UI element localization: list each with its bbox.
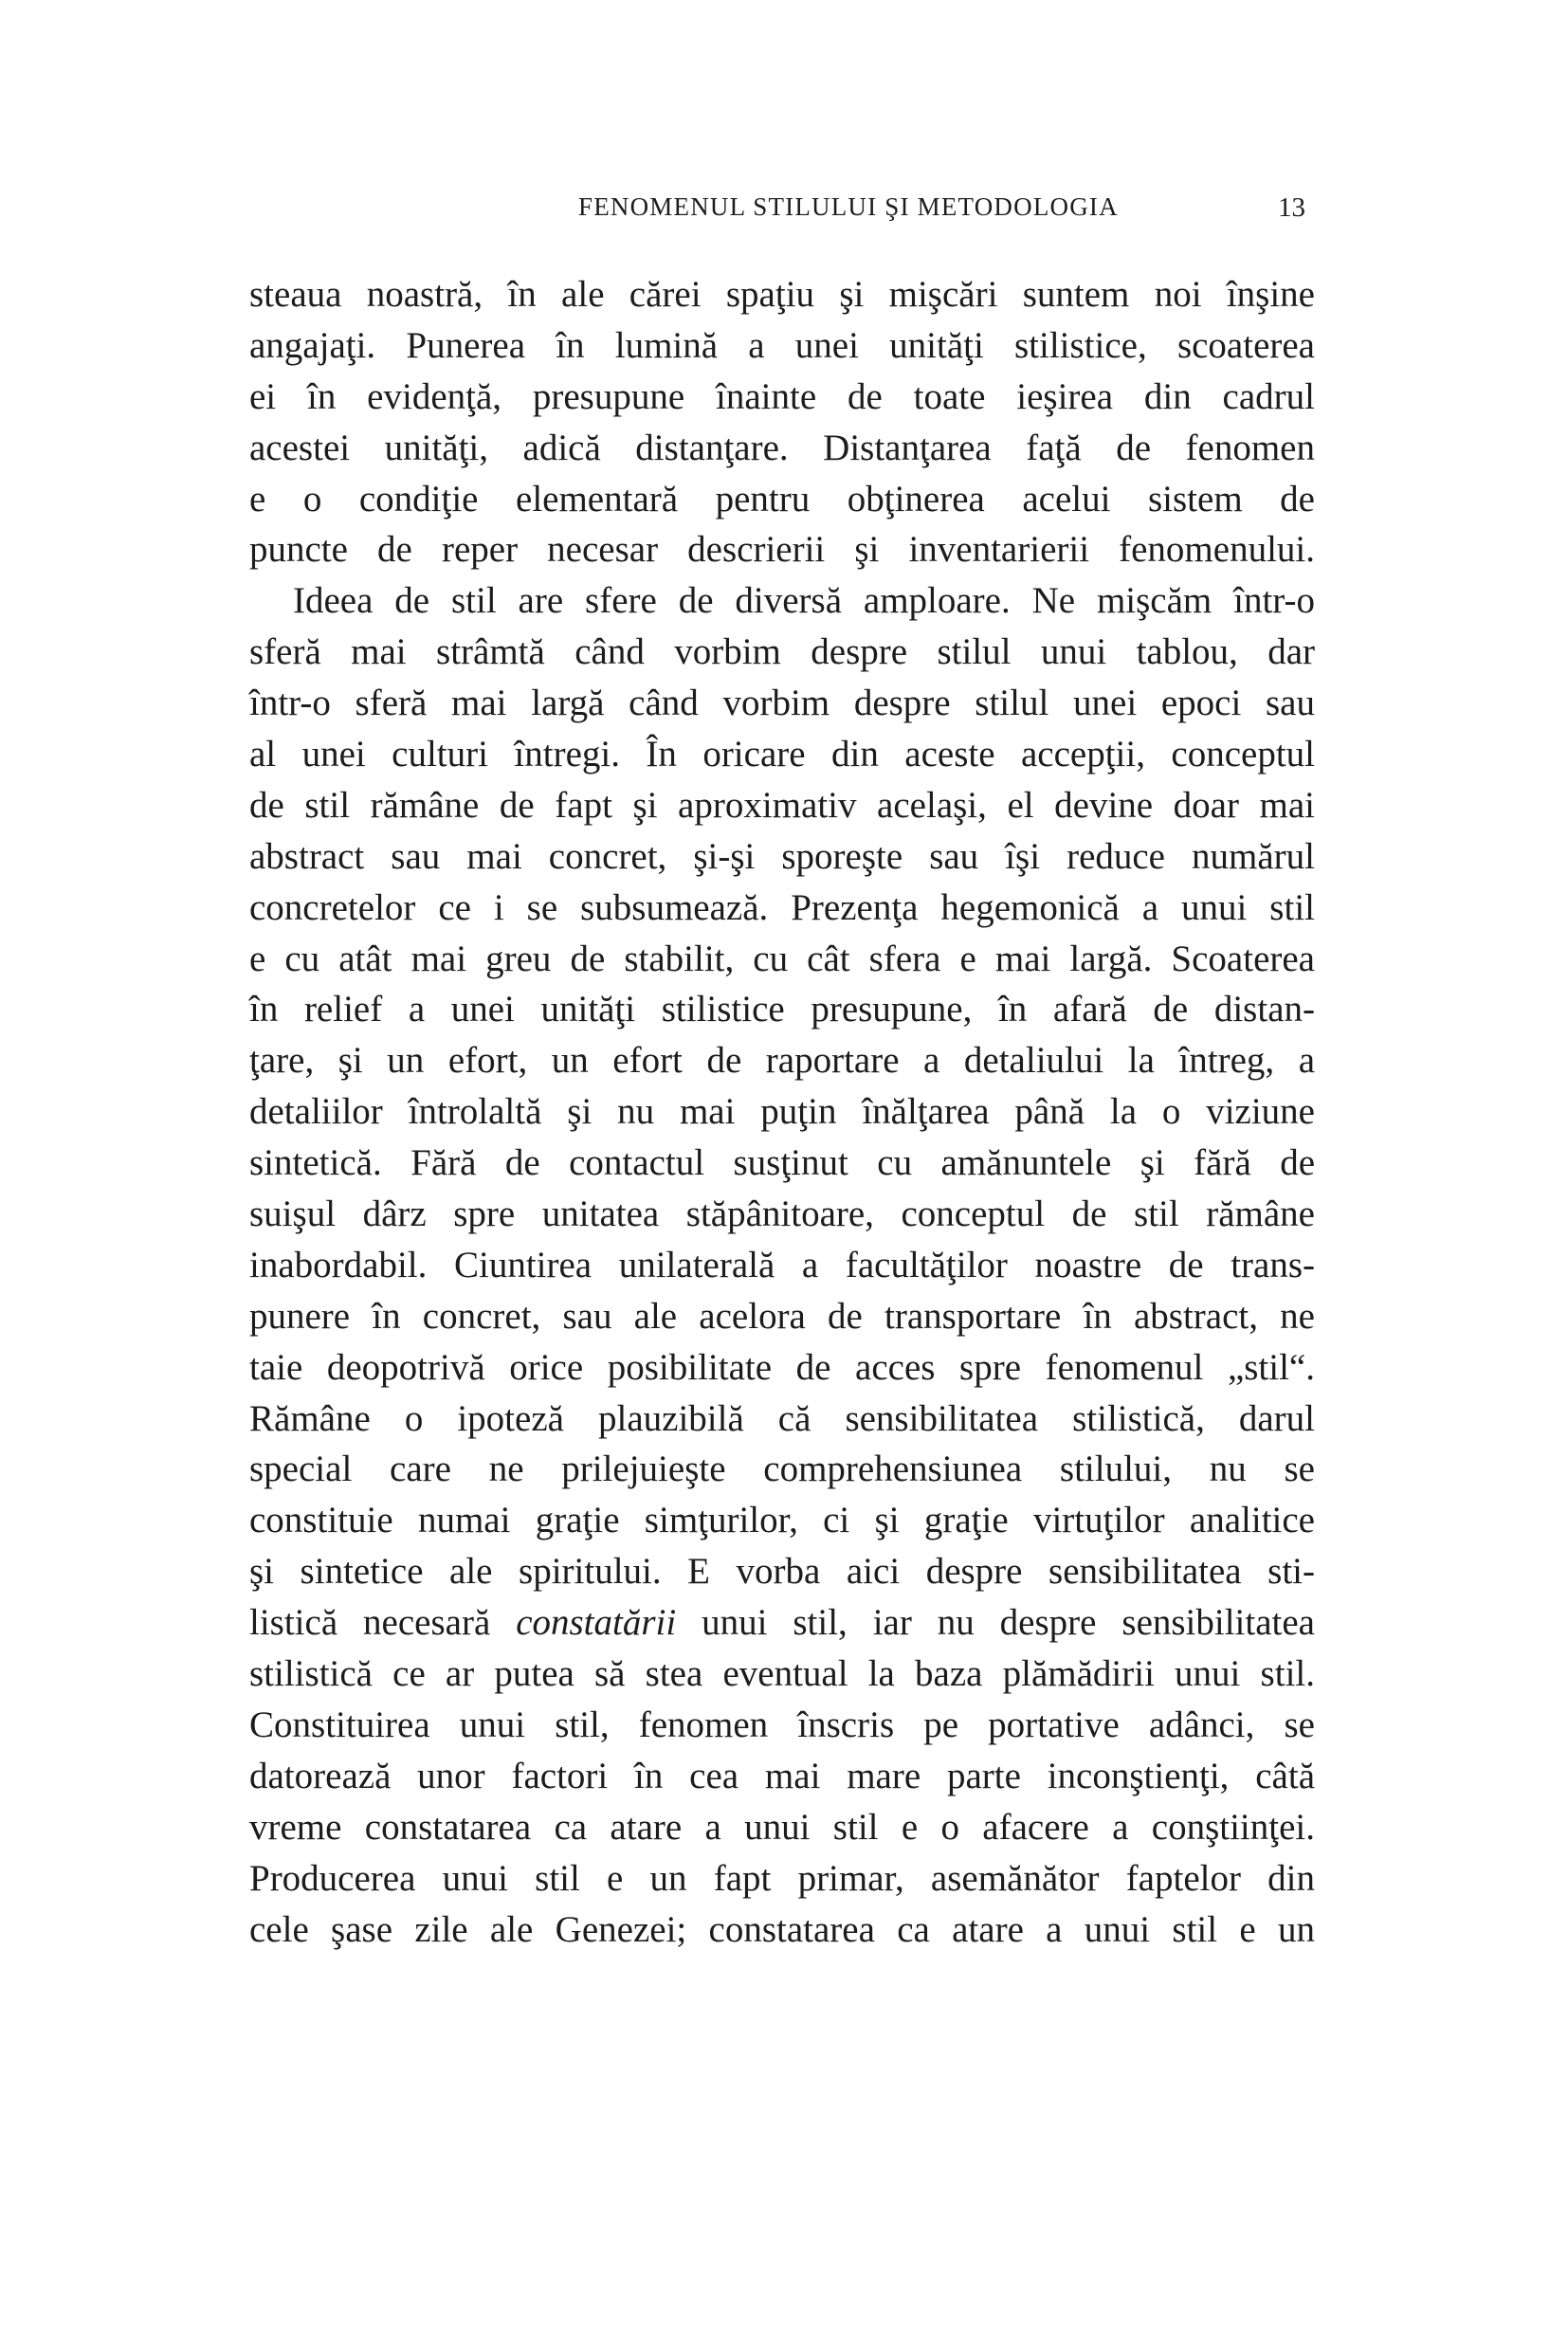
text-line: Ideea de stil are sfere de diversă amploare. Ne mişcăm într-o: [293, 580, 1315, 622]
text-line: inabordabil. Ciuntirea unilaterală a facultăţilor noastre de trans-: [249, 1244, 1315, 1285]
text-line: şi sintetice ale spiritului. E vorba aici despre sensibilitatea sti-: [249, 1551, 1315, 1593]
text-line: suişul dârz spre unitatea stăpânitoare, conceptul de stil rămâne: [249, 1194, 1315, 1235]
text-line: sferă mai strâmtă când vorbim despre stilul unui tablou, dar: [249, 631, 1315, 673]
text-line: stilistică ce ar putea să stea eventual la baza plămădirii unui stil.: [249, 1653, 1315, 1695]
text-line: detaliilor întrolaltă şi nu mai puţin înălţarea până la o viziune: [249, 1091, 1315, 1133]
text-line: concretelor ce i se subsumează. Prezenţa hegemonică a unui stil: [249, 886, 1315, 928]
text-line: al unei culturi întregi. În oricare din aceste accepţii, conceptul: [249, 734, 1315, 775]
text-line: steaua noastră, în ale cărei spaţiu şi mişcări suntem noi înşine: [249, 274, 1315, 315]
text-line: ţare, şi un efort, un efort de raportare a detaliului la întreg, a: [249, 1040, 1315, 1082]
text-line: taie deopotrivă orice posibilitate de acces spre fenomenul „stil“.: [249, 1346, 1315, 1388]
text-line-with-emphasis: [249, 1597, 1315, 1649]
page-number: 13: [1278, 192, 1305, 223]
text-line: datorează unor factori în cea mai mare parte inconştienţi, câtă: [249, 1755, 1315, 1796]
text-line: acestei unităţi, adică distanţare. Distanţarea faţă de fenomen: [249, 427, 1315, 468]
text-line: în relief a unei unităţi stilistice presupune, în afară de distan-: [249, 989, 1315, 1030]
text-line: ei în evidenţă, presupune înainte de toate ieşirea din cadrul: [249, 375, 1315, 417]
text-line: cele şase zile ale Genezei; constatarea ca atare a unui stil e un: [249, 1908, 1315, 1950]
text-line: e cu atât mai greu de stabilit, cu cât sfera e mai largă. Scoaterea: [249, 938, 1315, 979]
text-line: vreme constatarea ca atare a unui stil e o afacere a conştiinţei.: [249, 1806, 1315, 1848]
text-line: Rămâne o ipoteză plauzibilă că sensibilitatea stilistică, darul: [249, 1397, 1315, 1439]
text-line: de stil rămâne de fapt şi aproximativ acelaşi, el devine doar mai: [249, 784, 1315, 826]
text-line: punere în concret, sau ale acelora de transportare în abstract, ne: [249, 1295, 1315, 1337]
text-line: Producerea unui stil e un fapt primar, asemănător faptelor din: [249, 1857, 1315, 1899]
text-line: sintetică. Fără de contactul susţinut cu amănuntele şi fără de: [249, 1142, 1315, 1184]
text-line: într-o sferă mai largă când vorbim despre stilul unei epoci sau: [249, 683, 1315, 724]
running-title: FENOMENUL STILULUI ŞI METODOLOGIA: [578, 192, 1119, 221]
text-line: constituie numai graţie simţurilor, ci şi graţie virtuţilor analitice: [249, 1500, 1315, 1541]
emphasized-word: constatării: [516, 1602, 677, 1644]
line-text-after: unui stil, iar nu despre sensibilitatea: [676, 1602, 1315, 1644]
text-line: abstract sau mai concret, şi-şi sporeşte sau îşi reduce numărul: [249, 835, 1315, 877]
text-line: angajaţi. Punerea în lumină a unei unităţi stilistice, scoaterea: [249, 324, 1315, 366]
text-line: special care ne prilejuieşte comprehensiunea stilului, nu se: [249, 1449, 1315, 1490]
text-line: puncte de reper necesar descrierii şi inventarierii fenomenului.: [249, 529, 1315, 571]
text-line: Constituirea unui stil, fenomen înscris pe portative adânci, se: [249, 1704, 1315, 1745]
line-text-before: listică necesară: [249, 1602, 517, 1644]
body-text: [249, 269, 1315, 1955]
text-line: e o condiţie elementară pentru obţinerea acelui sistem de: [249, 478, 1315, 519]
